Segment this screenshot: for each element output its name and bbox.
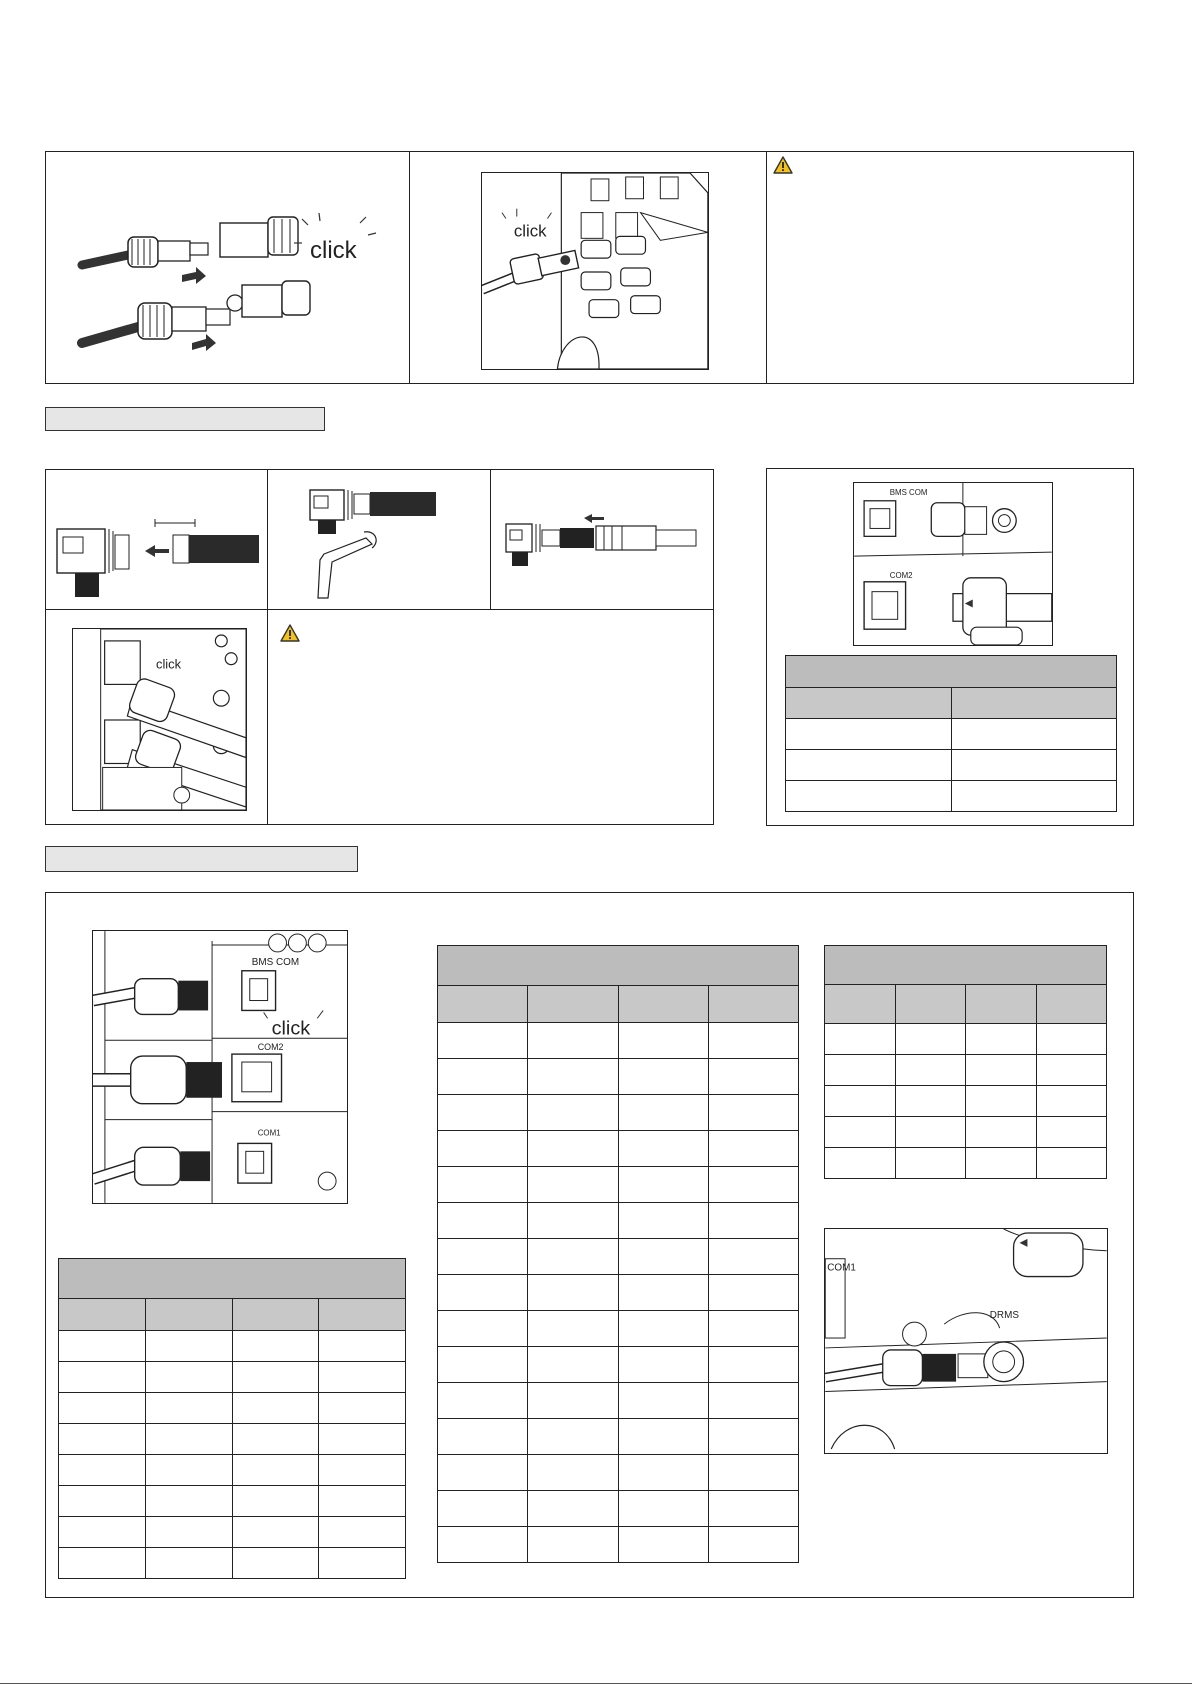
panel-divider [45, 609, 714, 610]
svg-text:COM2: COM2 [889, 570, 913, 580]
click-label: click [310, 237, 357, 264]
click-label: click [271, 1017, 311, 1040]
panel-divider [409, 151, 410, 384]
warning-icon [773, 156, 793, 174]
click-label: click [513, 221, 547, 241]
com1-pin-table [58, 1258, 406, 1579]
panel-divider [267, 469, 268, 825]
section-heading-battery [45, 407, 325, 431]
svg-text:BMS COM: BMS COM [889, 487, 928, 497]
click-label: click [156, 656, 182, 672]
section-heading-communication [45, 846, 358, 872]
connector-mating-illustration [70, 185, 390, 365]
drms-port-illustration [824, 1228, 1108, 1454]
warning-icon [280, 624, 300, 642]
battery-plug-illustration [72, 628, 247, 811]
panel-divider [766, 151, 767, 384]
svg-text:COM1: COM1 [257, 1128, 281, 1138]
com2-pin-table [437, 945, 799, 1563]
svg-text:COM2: COM2 [257, 1042, 284, 1053]
strip-cable-illustration [55, 515, 260, 600]
communication-port-illustration [92, 930, 348, 1204]
panel-divider [490, 469, 491, 609]
page-footer-rule [0, 1683, 1192, 1684]
tighten-nut-illustration [306, 488, 456, 603]
insert-housing-illustration [500, 510, 700, 590]
svg-text:DRMS: DRMS [989, 1310, 1019, 1322]
svg-text:COM1: COM1 [827, 1262, 856, 1274]
battery-port-table [785, 655, 1117, 812]
svg-text:BMS COM: BMS COM [251, 956, 300, 968]
battery-port-illustration [853, 482, 1053, 646]
inverter-connection-illustration [481, 172, 709, 370]
bms-pin-table [824, 945, 1107, 1179]
